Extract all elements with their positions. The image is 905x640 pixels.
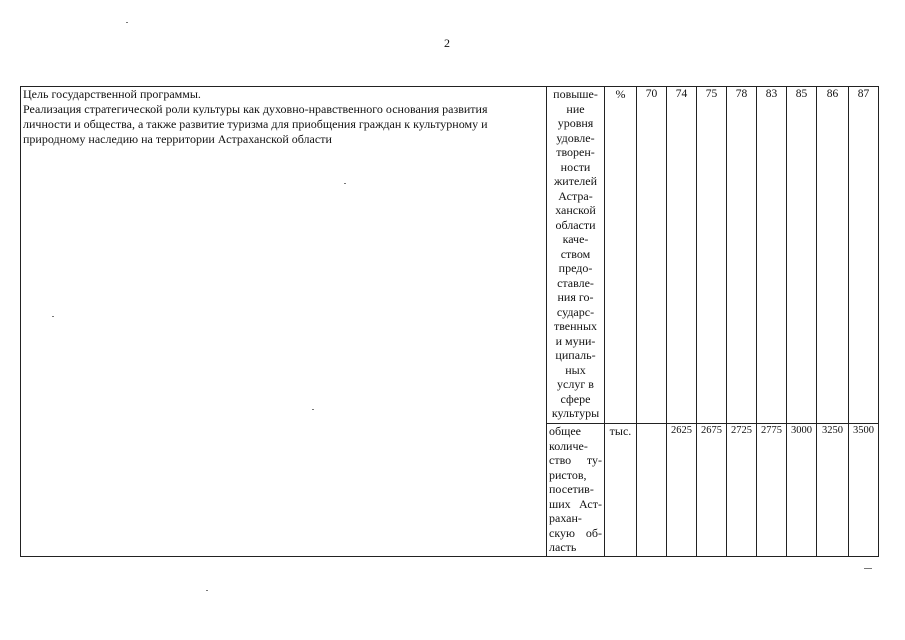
- indicator-line: твенных: [553, 319, 598, 333]
- indicator-cell: [547, 424, 605, 557]
- value-cell: 2625: [667, 424, 697, 557]
- indicator-line: предо-: [558, 261, 593, 275]
- goal-indicators-table: [20, 86, 879, 557]
- indicator-line: творен-: [556, 145, 595, 159]
- indicator-line: жителей: [553, 174, 598, 188]
- indicator-line: ристов,: [549, 467, 587, 482]
- value-cell: 78: [727, 87, 757, 424]
- indicator-line: и муни-: [555, 333, 596, 348]
- indicator-line: ством: [560, 246, 591, 261]
- value-cell: 3250: [817, 424, 849, 557]
- indicator-line: повыше-: [553, 87, 598, 101]
- indicator-line: посетив-: [549, 482, 594, 496]
- goal-text-line: личности и общества, а также развитие туризма для приобщения граждан к культурному и: [23, 117, 488, 131]
- table-row: [21, 87, 879, 424]
- goal-heading: Цель государственной программы.: [23, 87, 201, 101]
- value-cell: [637, 424, 667, 557]
- indicator-line: удовле-: [556, 130, 595, 145]
- goal-cell: [21, 87, 547, 557]
- scan-speck: [206, 590, 208, 591]
- indicator-line: ство ту-: [549, 453, 602, 467]
- indicator-line: уровня: [557, 116, 594, 130]
- indicator-line: Астра-: [558, 188, 593, 203]
- indicator-line: каче-: [562, 232, 589, 246]
- goal-text-line: природному наследию на территории Астраханской области: [23, 132, 332, 146]
- value-cell: 75: [697, 87, 727, 424]
- indicator-line: области: [555, 217, 596, 232]
- value-cell: 85: [787, 87, 817, 424]
- indicator-line: общее: [549, 424, 581, 438]
- value-cell: 86: [817, 87, 849, 424]
- indicator-line: скую об-: [549, 525, 602, 540]
- indicator-line: ния го-: [557, 290, 594, 304]
- value-cell: 3500: [849, 424, 879, 557]
- unit-cell: %: [605, 87, 637, 424]
- indicator-line: услуг в: [557, 377, 594, 391]
- indicator-line: ханской: [555, 203, 596, 217]
- page-number: 2: [444, 36, 450, 50]
- unit-cell: тыс.: [605, 424, 637, 557]
- value-cell: 2725: [727, 424, 757, 557]
- indicator-line: ности: [560, 159, 591, 174]
- indicator-line: культуры: [551, 406, 600, 420]
- value-cell: 70: [637, 87, 667, 424]
- indicator-line: количе-: [549, 438, 588, 453]
- indicator-cell: [547, 87, 605, 424]
- value-cell: 87: [849, 87, 879, 424]
- goal-text-line: Реализация стратегической роли культуры как духовно-нравственного основания развития: [23, 102, 488, 116]
- indicator-line: ние: [566, 101, 585, 116]
- scan-speck: [126, 22, 128, 23]
- indicator-line: ших Аст-: [549, 496, 602, 511]
- indicator-line: рахан-: [549, 511, 582, 525]
- value-cell: 2775: [757, 424, 787, 557]
- value-cell: 2675: [697, 424, 727, 557]
- indicator-line: ципаль-: [555, 348, 596, 362]
- indicator-line: сударс-: [556, 304, 595, 319]
- value-cell: 83: [757, 87, 787, 424]
- value-cell: 3000: [787, 424, 817, 557]
- value-cell: 74: [667, 87, 697, 424]
- indicator-line: ласть: [549, 540, 577, 554]
- indicator-line: ных: [565, 362, 586, 377]
- indicator-line: ставле-: [557, 275, 594, 290]
- indicator-line: сфере: [560, 391, 591, 406]
- scan-speck: [864, 568, 872, 569]
